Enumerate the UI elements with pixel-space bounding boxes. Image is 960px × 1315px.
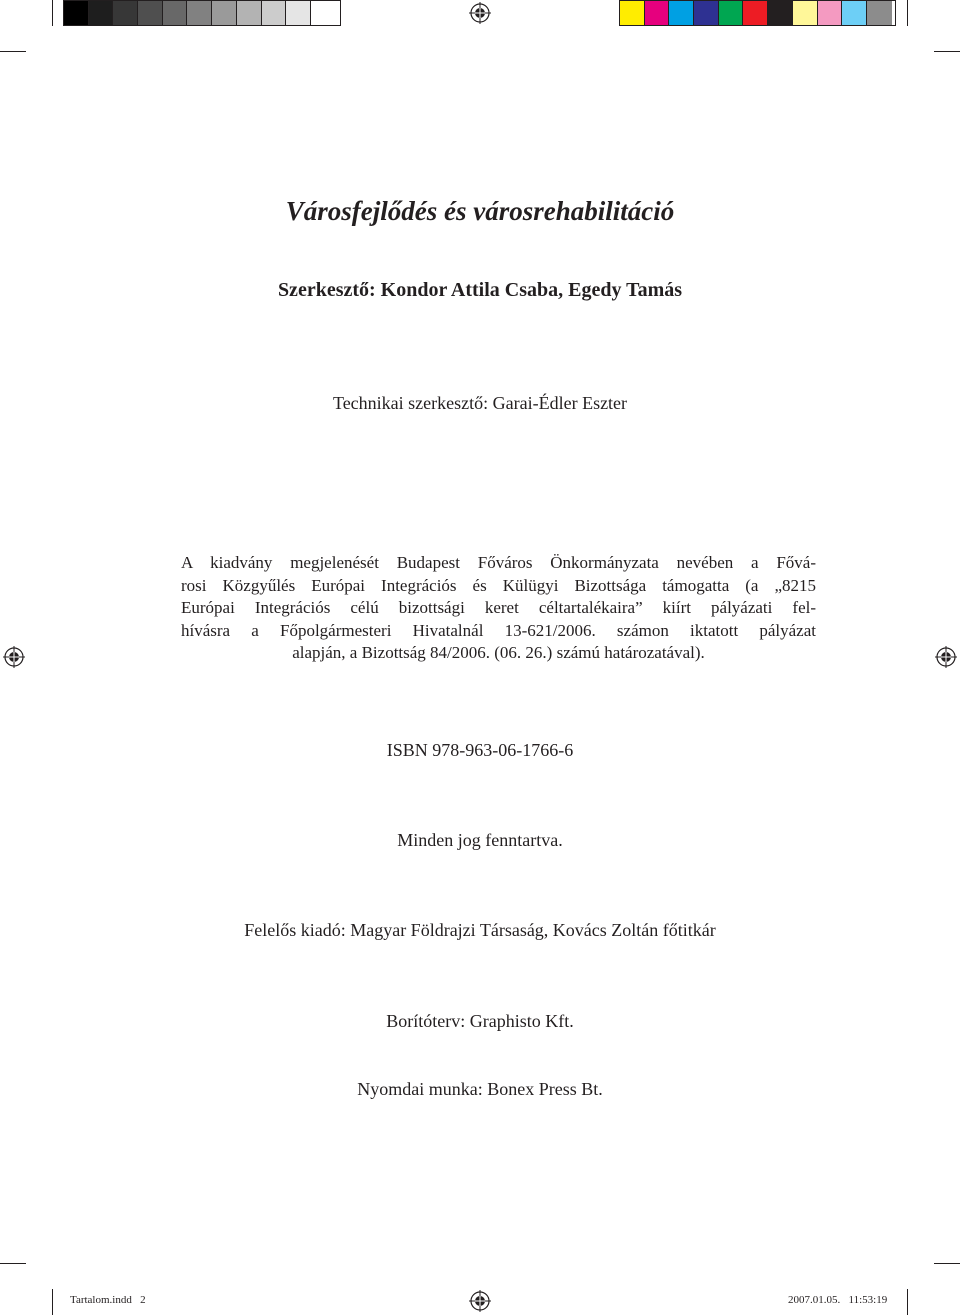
crop-mark-bottom-right bbox=[907, 1289, 908, 1315]
process-swatch-10 bbox=[842, 1, 867, 25]
paragraph-line: Európai Integrációs célú bizottsági keret céltartalékaira” kiírt pályázati fel- bbox=[181, 598, 816, 618]
gray-swatch-5 bbox=[163, 1, 188, 25]
slug-timestamp: 2007.01.05. 11:53:19 bbox=[788, 1294, 888, 1306]
registration-mark-left-icon bbox=[3, 646, 25, 668]
process-swatch-8 bbox=[793, 1, 818, 25]
process-swatch-11 bbox=[867, 1, 892, 25]
gray-swatch-4 bbox=[138, 1, 163, 25]
paragraph-line: rosi Közgyűlés Európai Integrációs és Külügyi Bizottsága támogatta (a „8215 bbox=[181, 575, 816, 595]
crop-mark-bottom-left bbox=[52, 1289, 53, 1315]
rights-notice: Minden jog fenntartva. bbox=[397, 830, 563, 850]
crop-mark-top-left bbox=[52, 0, 53, 26]
gray-swatch-7 bbox=[212, 1, 237, 25]
technical-editor-line: Technikai szerkesztő: Garai-Édler Eszter bbox=[332, 393, 628, 413]
gray-swatch-2 bbox=[89, 1, 114, 25]
gray-swatch-1 bbox=[64, 1, 89, 25]
crop-mark-right-top bbox=[934, 51, 960, 52]
paragraph-line: hívásra a Főpolgármesteri Hivatalnál 13-621/2006. számon iktatott pályázat bbox=[181, 620, 816, 640]
crop-mark-right-bottom bbox=[934, 1263, 960, 1264]
process-swatch-9 bbox=[818, 1, 843, 25]
crop-mark-top-right bbox=[907, 0, 908, 26]
grayscale-color-bar bbox=[63, 0, 341, 26]
gray-swatch-8 bbox=[237, 1, 262, 25]
funding-paragraph bbox=[181, 552, 816, 665]
registration-mark-right-icon bbox=[935, 646, 957, 668]
gray-swatch-10 bbox=[286, 1, 311, 25]
cover-design-line: Borítóterv: Graphisto Kft. bbox=[386, 1011, 574, 1031]
process-swatch-7 bbox=[768, 1, 793, 25]
paragraph-line: A kiadvány megjelenését Budapest Főváros Önkormányzata nevében a Fővá- bbox=[181, 553, 816, 572]
gray-swatch-9 bbox=[262, 1, 287, 25]
paragraph-last-line: alapján, a Bizottság 84/2006. (06. 26.) számú határozatával). bbox=[292, 643, 705, 663]
isbn: ISBN 978-963-06-1766-6 bbox=[386, 740, 574, 760]
process-swatch-2 bbox=[645, 1, 670, 25]
publisher-line: Felelős kiadó: Magyar Földrajzi Társaság, Kovács Zoltán főtitkár bbox=[244, 920, 716, 940]
process-swatch-3 bbox=[669, 1, 694, 25]
process-color-bar bbox=[619, 0, 896, 26]
gray-swatch-3 bbox=[113, 1, 138, 25]
process-swatch-5 bbox=[719, 1, 744, 25]
gray-swatch-6 bbox=[187, 1, 212, 25]
process-swatch-1 bbox=[620, 1, 645, 25]
gray-swatch-11 bbox=[311, 1, 336, 25]
slug-filename: Tartalom.indd 2 bbox=[70, 1294, 146, 1306]
registration-mark-bottom-icon bbox=[469, 1290, 491, 1312]
printing-line: Nyomdai munka: Bonex Press Bt. bbox=[357, 1079, 603, 1099]
registration-mark-top-icon bbox=[469, 2, 491, 24]
crop-mark-left-top bbox=[0, 51, 26, 52]
process-swatch-6 bbox=[743, 1, 768, 25]
crop-mark-left-bottom bbox=[0, 1263, 26, 1264]
editors-line: Szerkesztő: Kondor Attila Csaba, Egedy Tamás bbox=[277, 279, 683, 301]
process-swatch-4 bbox=[694, 1, 719, 25]
book-title: Városfejlődés és városrehabilitáció bbox=[285, 196, 675, 226]
